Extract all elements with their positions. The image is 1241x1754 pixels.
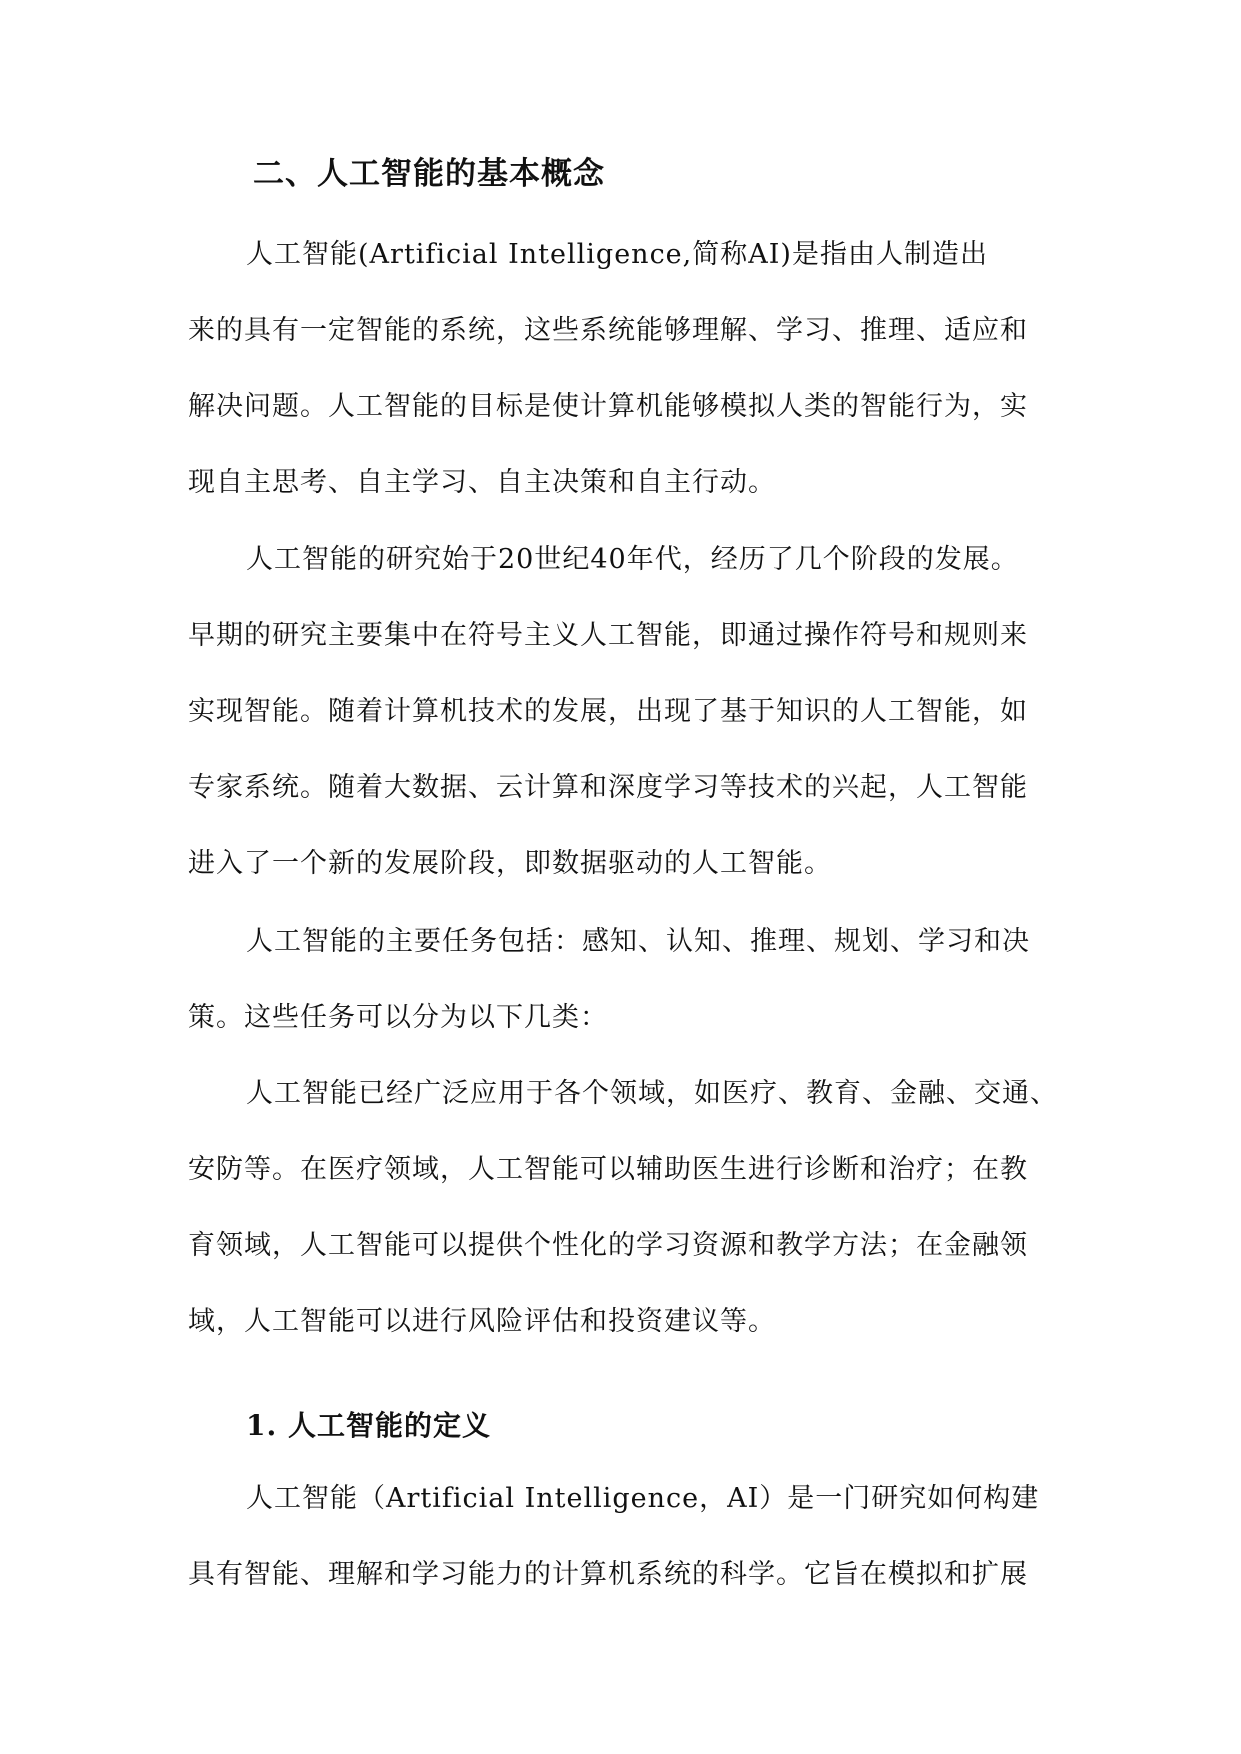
- paragraph-line: 来的具有一定智能的系统，这些系统能够理解、学习、推理、适应和: [188, 315, 1028, 346]
- paragraph-ai-history: [188, 522, 1060, 902]
- subsection-heading: 1. 人工智能的定义: [246, 1409, 491, 1442]
- paragraph-line: 育领域，人工智能可以提供个性化的学习资源和教学方法；在金融领: [188, 1230, 1028, 1261]
- paragraph-line: 人工智能（Artificial Intelligence，AI）是一门研究如何构建: [246, 1483, 1040, 1514]
- paragraph-line: 域，人工智能可以进行风险评估和投资建议等。: [188, 1306, 776, 1337]
- section-heading: 二、人工智能的基本概念: [253, 156, 605, 192]
- paragraph-ai-tasks: [188, 904, 1060, 1056]
- paragraph-line: 实现智能。随着计算机技术的发展，出现了基于知识的人工智能，如: [188, 696, 1028, 727]
- paragraph-line: 人工智能已经广泛应用于各个领域，如医疗、教育、金融、交通、: [246, 1078, 1058, 1109]
- paragraph-ai-overview: [188, 217, 1060, 521]
- paragraph-line: 专家系统。随着大数据、云计算和深度学习等技术的兴起，人工智能: [188, 772, 1028, 803]
- paragraph-line: 现自主思考、自主学习、自主决策和自主行动。: [188, 467, 776, 498]
- paragraph-line: 进入了一个新的发展阶段，即数据驱动的人工智能。: [188, 848, 832, 879]
- paragraph-line: 人工智能的主要任务包括：感知、认知、推理、规划、学习和决: [246, 926, 1030, 957]
- paragraph-ai-applications: [188, 1056, 1060, 1360]
- paragraph-line: 解决问题。人工智能的目标是使计算机能够模拟人类的智能行为，实: [188, 391, 1028, 422]
- paragraph-ai-definition: [188, 1461, 1060, 1613]
- paragraph-line: 具有智能、理解和学习能力的计算机系统的科学。它旨在模拟和扩展: [188, 1559, 1028, 1590]
- paragraph-line: 策。这些任务可以分为以下几类：: [188, 1002, 608, 1033]
- paragraph-line: 安防等。在医疗领域，人工智能可以辅助医生进行诊断和治疗；在教: [188, 1154, 1028, 1185]
- paragraph-line: 人工智能的研究始于20世纪40年代，经历了几个阶段的发展。: [246, 544, 1019, 575]
- paragraph-line: 人工智能(Artificial Intelligence,简称AI)是指由人制造出: [246, 239, 988, 270]
- paragraph-line: 早期的研究主要集中在符号主义人工智能，即通过操作符号和规则来: [188, 620, 1028, 651]
